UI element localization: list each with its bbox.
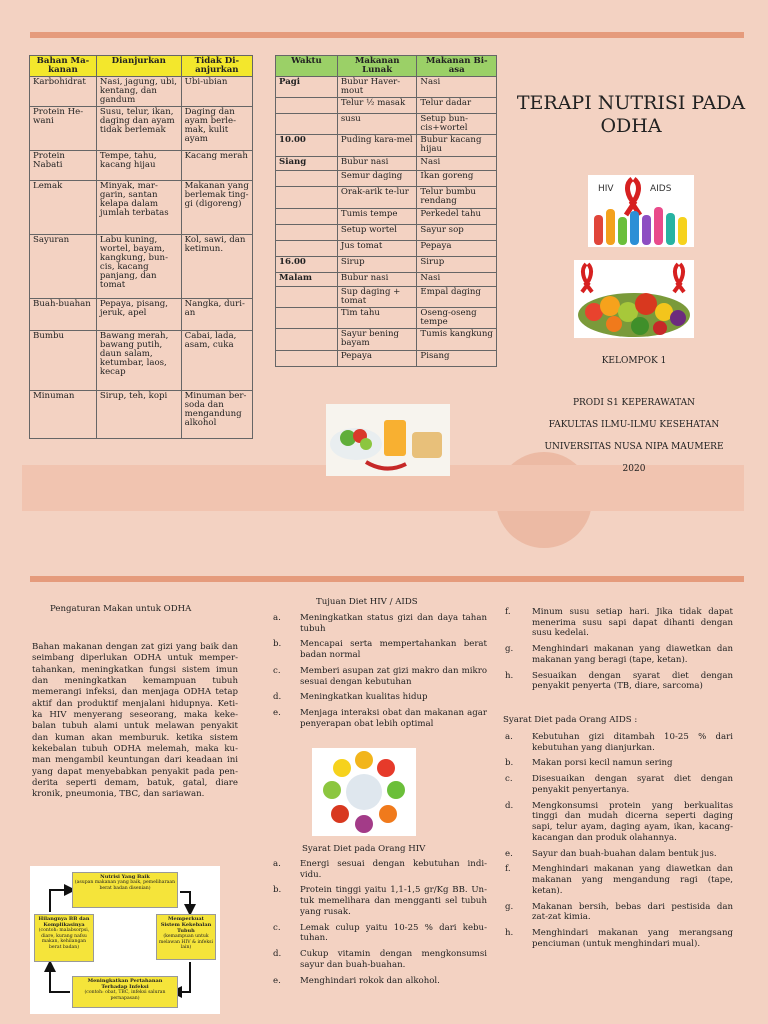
- lower-bar: [30, 576, 744, 582]
- syarat-aids-heading: Syarat Diet pada Orang AIDS :: [503, 715, 638, 725]
- list-letter: d.: [273, 692, 282, 703]
- healthy-food-illustration: [326, 404, 450, 476]
- list-letter: c.: [273, 665, 281, 676]
- table-cell: Tumis kangkung: [417, 329, 497, 351]
- tujuan-list: [273, 613, 487, 735]
- list-text: Memberi asupan zat gizi makro dan mikro sesuai dengan kebutuhan: [300, 665, 487, 687]
- table-cell: Pepaya: [337, 351, 417, 367]
- table-cell: Bubur nasi: [337, 273, 417, 287]
- time-cell: [276, 241, 338, 257]
- time-cell: [276, 114, 338, 135]
- list-letter: g.: [505, 901, 514, 912]
- fruits-ribbon-image: [574, 260, 694, 338]
- table-cell: Lemak: [30, 181, 97, 235]
- table-cell: Bumbu: [30, 331, 97, 391]
- list-text: Mencapai serta mempertahankan berat badan normal: [300, 639, 487, 661]
- table-cell: Telur bumbu rendang: [417, 187, 497, 209]
- time-cell: [276, 187, 338, 209]
- pengaturan-paragraph: Bahan makanan dengan zat gizi yang baik dan seimbang diperlukan ODHA untuk memper-tahankan, meningkatkan fungsi sistem imun dan meningkatkan kemampuan tubuh memerangi infeksi, dan menjaga ODHA tetap aktif dan produktif menjalani hidupnya. Keti-ka HIV menyerang seseorang, maka keke-balan tubuh alami untuk melawan penyakit dan kuman akan memburuk. ketika sistem kekebalan tubuh ODHA melemah, maka ku-man mengambil keuntungan dari keadaan ini yang dapat menyebabkan penyakit pada pen-derita seperti demam, batuk, gatal, diare kronik, pneumonia, TBC, dan sariawan.: [32, 642, 238, 800]
- table-row: [30, 181, 253, 235]
- list-text: Menghindari rokok dan alkohol.: [300, 975, 440, 986]
- list-item: [505, 644, 733, 665]
- list-letter: c.: [273, 922, 281, 933]
- table-cell: Bubur Haver-mout: [337, 77, 417, 98]
- table-row: [276, 257, 497, 273]
- list-item: [505, 801, 733, 844]
- time-cell: [276, 98, 338, 114]
- table-row: [276, 187, 497, 209]
- healthy-food-image: [326, 404, 450, 476]
- table-cell: Karbohidrat: [30, 77, 97, 107]
- list-letter: b.: [505, 758, 514, 769]
- list-item: [273, 692, 487, 703]
- table-header: Dianjurkan: [96, 56, 181, 77]
- list-text: Minum susu setiap hari. Jika tidak dapat menerima susu sapi dapat dihanti dengan susu kedelai.: [532, 607, 733, 639]
- list-text: Meningkatkan kualitas hidup: [300, 692, 428, 703]
- list-text: Lemak culup yaitu 10-25 % dari kebu-tuhan.: [300, 922, 487, 944]
- time-cell: [276, 351, 338, 367]
- table-header: Makanan Bi-asa: [417, 56, 497, 77]
- table-cell: Pisang: [417, 351, 497, 367]
- list-item: [273, 859, 487, 880]
- table-row: [276, 135, 497, 157]
- cycle-box-right-sub: (kemampuan untuk melawan HIV & infeksi lain): [159, 934, 213, 950]
- cycle-box-left-sub: (contoh: malabsorpsi, diare, kurang nafsu makan, kehilangan berat badan): [38, 928, 90, 950]
- cycle-box-left-title: Hilangnya BB dan Komplikasinya: [38, 916, 90, 928]
- table-row: [30, 391, 253, 439]
- table-cell: Setup bun-cis+wortel: [417, 114, 497, 135]
- list-letter: c.: [505, 774, 513, 785]
- list-text: Disesuaikan dengan syarat diet dengan penyakit penyertanya.: [532, 774, 733, 795]
- cycle-box-bottom-sub: (contoh: obat, TBC, infeksi saluran pernapasan): [84, 990, 166, 1001]
- table-cell: susu: [337, 114, 417, 135]
- table-cell: Bubur nasi: [337, 157, 417, 171]
- table-row: [30, 299, 253, 331]
- time-cell: [276, 225, 338, 241]
- list-text: Makan porsi kecil namun sering: [532, 758, 673, 769]
- table-cell: Nangka, duri-an: [181, 299, 252, 331]
- table-cell: Pepaya, pisang, jeruk, apel: [96, 299, 181, 331]
- list-item: [505, 928, 733, 949]
- list-item: [505, 758, 733, 769]
- list-item: [273, 708, 487, 729]
- table-cell: Bawang merah, bawang putih, daun salam, ketumbar, laos, kecap: [96, 331, 181, 391]
- table-cell: Nasi: [417, 77, 497, 98]
- table-cell: Sirup: [417, 257, 497, 273]
- table-row: [276, 114, 497, 135]
- cycle-box-right-title: Memperkuat Sistem Kekebalan Tubuh: [160, 916, 212, 934]
- table-row: [30, 107, 253, 151]
- table-cell: Cabai, lada, asam, cuka: [181, 331, 252, 391]
- aids-label: AIDS: [650, 184, 672, 194]
- tujuan-heading: Tujuan Diet HIV / AIDS: [316, 597, 418, 607]
- fruits-ribbon-illustration: [574, 260, 694, 338]
- list-text: Kebutuhan gizi ditambah 10-25 % dari kebutuhan yang dianjurkan.: [532, 732, 733, 753]
- table-cell: Kol, sawi, dan ketimun.: [181, 235, 252, 299]
- table-cell: Nasi: [417, 157, 497, 171]
- table-cell: Susu, telur, ikan, daging dan ayam tidak berlemak: [96, 107, 181, 151]
- table-row: [276, 308, 497, 329]
- table-row: [30, 77, 253, 107]
- table-cell: Sayuran: [30, 235, 97, 299]
- list-text: Meningkatkan status gizi dan daya tahan tubuh: [300, 613, 487, 634]
- list-item: [505, 671, 733, 692]
- table-row: [276, 98, 497, 114]
- table-cell: Makanan yang berlemak ting-gi (digoreng): [181, 181, 252, 235]
- table-cell: Sayur bening bayam: [337, 329, 417, 351]
- table-cell: Buah-buahan: [30, 299, 97, 331]
- list-letter: a.: [273, 613, 281, 623]
- list-text: Menghindari makanan yang diawetkan dan makanan yang mengandung ragi (tape, ketan).: [532, 864, 733, 896]
- menu-table-body: [276, 77, 497, 367]
- cycle-box-top-title: Nutrisi Yang Baik: [100, 874, 150, 880]
- time-cell: 16.00: [276, 257, 338, 273]
- table-header: Waktu: [276, 56, 338, 77]
- table-header: Tidak Di-anjurkan: [181, 56, 252, 77]
- time-cell: Pagi: [276, 77, 338, 98]
- list-item: [505, 732, 733, 753]
- table-cell: Minuman: [30, 391, 97, 439]
- cycle-box-top: [72, 872, 178, 908]
- nutrition-cycle-diagram: [30, 866, 220, 1014]
- list-letter: b.: [273, 885, 282, 896]
- table-cell: Sirup: [337, 257, 417, 273]
- time-cell: [276, 308, 338, 329]
- table-cell: Daging dan ayam berle-mak, kulit ayam: [181, 107, 252, 151]
- list-letter: d.: [273, 949, 282, 960]
- pengaturan-heading: Pengaturan Makan untuk ODHA: [50, 604, 192, 614]
- table-row: [276, 77, 497, 98]
- cycle-box-top-sub: (asupan makanan yang baik, pemeliharaan berat badan disenian): [74, 880, 176, 891]
- list-item: [273, 613, 487, 634]
- list-text: Energi sesuai dengan kebutuhan indi-vidu.: [300, 859, 487, 880]
- table-row: [276, 351, 497, 367]
- list-letter: g.: [505, 644, 514, 655]
- time-cell: Siang: [276, 157, 338, 171]
- table-cell: Tumis tempe: [337, 209, 417, 225]
- list-letter: d.: [505, 800, 514, 811]
- time-cell: [276, 329, 338, 351]
- time-cell: [276, 209, 338, 225]
- list-item: [273, 923, 487, 944]
- table-row: [276, 209, 497, 225]
- list-item: [505, 607, 733, 639]
- table-cell: Setup wortel: [337, 225, 417, 241]
- table-row: [30, 151, 253, 181]
- list-item: [505, 774, 733, 795]
- top-bar: [30, 32, 744, 38]
- list-text: Menghindari makanan yang diawetkan dan makanan yang beragi (tape, ketan).: [532, 644, 733, 665]
- universitas-label: UNIVERSITAS NUSA NIPA MAUMERE: [544, 442, 724, 452]
- table-row: [276, 329, 497, 351]
- right-list: [505, 607, 733, 697]
- table-cell: Tim tahu: [337, 308, 417, 329]
- list-letter: f.: [505, 607, 511, 617]
- table-header: Bahan Ma-kanan: [30, 56, 97, 77]
- cycle-box-bottom-title: Meningkatkan Pertahanan Terhadap Infeksi: [87, 978, 163, 990]
- aids-list: [505, 732, 733, 954]
- hiv-aids-hands-illustration: [588, 175, 694, 247]
- table-cell: Telur dadar: [417, 98, 497, 114]
- table-cell: Ikan goreng: [417, 171, 497, 187]
- time-cell: 10.00: [276, 135, 338, 157]
- table-row: [30, 235, 253, 299]
- table-cell: Minyak, mar-garin, santan kelapa dalam jumlah terbatas: [96, 181, 181, 235]
- table-cell: Orak-arik te-lur: [337, 187, 417, 209]
- table-cell: Sup daging + tomat: [337, 287, 417, 308]
- table-cell: Protein Nabati: [30, 151, 97, 181]
- table-row: [276, 241, 497, 257]
- time-cell: Malam: [276, 273, 338, 287]
- table-header-row: [276, 56, 497, 77]
- table-cell: Pepaya: [417, 241, 497, 257]
- table-row: [276, 273, 497, 287]
- list-text: Menghindari makanan yang merangsang penciuman (untuk menghindari mual).: [532, 928, 733, 949]
- table-cell: Protein He-wani: [30, 107, 97, 151]
- table-cell: Empal daging: [417, 287, 497, 308]
- menu-table: [275, 55, 497, 367]
- table-row: [30, 331, 253, 391]
- table-cell: Semur daging: [337, 171, 417, 187]
- fruit-circle-illustration: [312, 748, 416, 836]
- list-item: [273, 885, 487, 917]
- list-text: Mengkonsumsi protein yang berkualitas tinggi dan mudah dicerna seperti daging sapi, telur ayam, daging ayam, ikan, kacang-kacangan dan produk olahannya.: [532, 800, 733, 843]
- list-letter: h.: [505, 928, 514, 939]
- list-letter: e.: [273, 975, 281, 986]
- list-item: [273, 949, 487, 970]
- list-letter: h.: [505, 670, 514, 681]
- table-header: Makanan Lunak: [337, 56, 417, 77]
- prodi-label: PRODI S1 KEPERAWATAN: [572, 398, 696, 408]
- list-text: Sayur dan buah-buahan dalam bentuk jus.: [532, 848, 717, 859]
- table-cell: Nasi: [417, 273, 497, 287]
- table-cell: Nasi, jagung, ubi, kentang, dan gandum: [96, 77, 181, 107]
- time-cell: [276, 287, 338, 308]
- list-letter: b.: [273, 639, 282, 650]
- table-cell: Tempe, tahu, kacang hijau: [96, 151, 181, 181]
- table-cell: Sirup, teh, kopi: [96, 391, 181, 439]
- year-label: 2020: [622, 464, 646, 474]
- fruit-circle-image: [312, 748, 416, 836]
- table-row: [276, 157, 497, 171]
- list-text: Menjaga interaksi obat dan makanan agar penyerapan obat lebih optimal: [300, 708, 487, 729]
- hiv-label: HIV: [598, 184, 614, 194]
- syarat-hiv-heading: Syarat Diet pada Orang HIV: [302, 844, 426, 854]
- list-text: Protein tinggi yaitu 1,1-1,5 gr/Kg BB. Un-tuk memelihara dan mengganti sel tubuh yang rusak.: [300, 885, 487, 917]
- fakultas-label: FAKULTAS ILMU-ILMU KESEHATAN: [548, 420, 720, 430]
- table-row: [276, 287, 497, 308]
- table-cell: Puding kara-mel: [337, 135, 417, 157]
- table-cell: Telur ½ masak: [337, 98, 417, 114]
- list-text: Makanan bersih, bebas dari pestisida dan zat-zat kimia.: [532, 901, 733, 923]
- list-letter: a.: [505, 732, 513, 742]
- list-text: Cukup vitamin dengan mengkonsumsi sayur dan buah-buahan.: [300, 949, 487, 970]
- list-item: [273, 666, 487, 687]
- list-text: Sesuaikan dengan syarat diet dengan penyakit penyerta (TB, diare, sarcoma): [532, 670, 733, 692]
- syarat-hiv-list: [273, 859, 487, 991]
- table-cell: Oseng-oseng tempe: [417, 308, 497, 329]
- table-header-row: [30, 56, 253, 77]
- food-recommendation-table: [29, 55, 253, 439]
- cycle-box-left: [34, 914, 94, 962]
- list-letter: e.: [505, 848, 513, 859]
- list-item: [505, 864, 733, 896]
- list-letter: f.: [505, 864, 511, 875]
- list-letter: a.: [273, 859, 281, 869]
- list-item: [273, 639, 487, 660]
- cover-title: TERAPI NUTRISI PADA ODHA: [516, 92, 746, 137]
- table-cell: Bubur kacang hijau: [417, 135, 497, 157]
- list-item: [505, 849, 733, 860]
- table-cell: Jus tomat: [337, 241, 417, 257]
- table-cell: Perkedel tahu: [417, 209, 497, 225]
- cycle-box-bottom: [72, 976, 178, 1008]
- table-row: [276, 171, 497, 187]
- table-cell: Minuman ber-soda dan mengandung alkohol: [181, 391, 252, 439]
- list-letter: e.: [273, 708, 281, 719]
- group-label: KELOMPOK 1: [601, 356, 667, 366]
- time-cell: [276, 171, 338, 187]
- list-item: [505, 902, 733, 923]
- table-cell: Sayur sop: [417, 225, 497, 241]
- table-cell: Ubi-ubian: [181, 77, 252, 107]
- hiv-aids-hands-image: [588, 175, 694, 247]
- list-item: [273, 976, 487, 987]
- table-cell: Kacang merah: [181, 151, 252, 181]
- cycle-box-right: [156, 914, 216, 960]
- table-cell: Labu kuning, wortel, bayam, kangkung, bun-cis, kacang panjang, dan tomat: [96, 235, 181, 299]
- table-row: [276, 225, 497, 241]
